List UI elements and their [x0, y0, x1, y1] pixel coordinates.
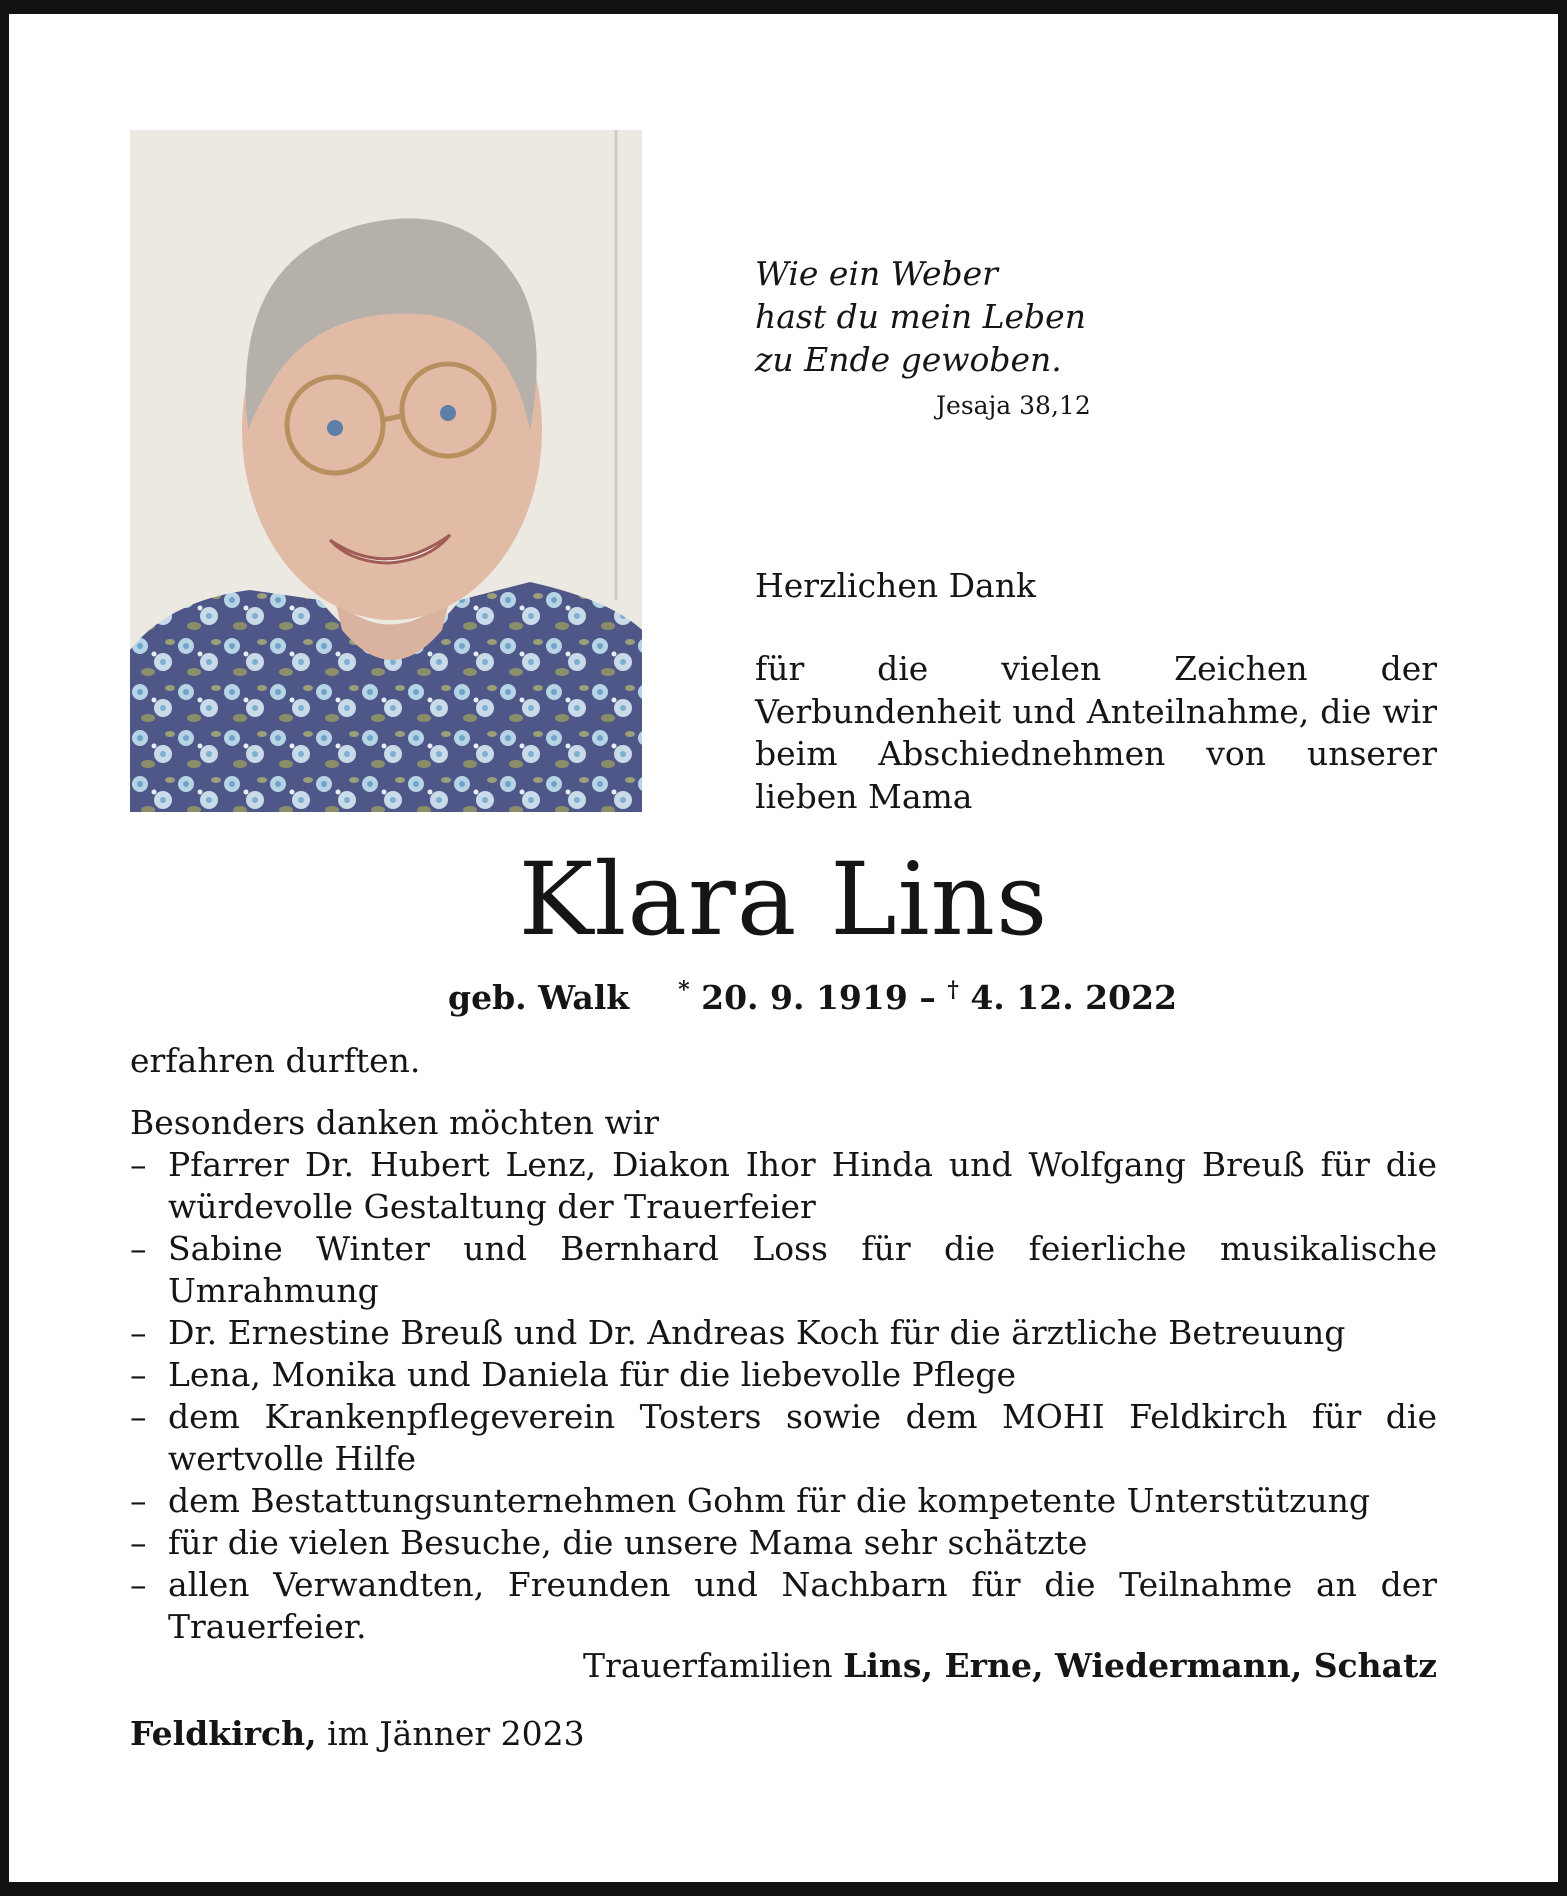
list-item: – für die vielen Besuche, die unsere Mama sehr schätzte [130, 1522, 1437, 1564]
quote-line: zu Ende gewoben. [755, 340, 1062, 379]
date-separator: – [919, 978, 936, 1017]
deceased-name: Klara Lins [518, 841, 1049, 958]
list-item: – allen Verwandten, Freunden und Nachbarn für die Teilnahme an der Trauerfeier. [130, 1564, 1437, 1648]
place: Feldkirch, [130, 1714, 317, 1753]
portrait-icon [130, 130, 642, 812]
birth-name: geb. Walk [448, 978, 630, 1017]
thanks-list [130, 1144, 1437, 1648]
thanks-paragraph: für die vielen Zeichen der Verbundenheit und Anteilnahme, die wir beim Abschiednehmen von unserer lieben Mama [755, 649, 1437, 816]
portrait-photo [130, 130, 642, 812]
quote-line: hast du mein Leben [755, 297, 1086, 336]
list-item: – Dr. Ernestine Breuß und Dr. Andreas Koch für die ärztliche Betreuung [130, 1312, 1437, 1354]
family-names: Lins, Erne, Wiedermann, Schatz [843, 1646, 1437, 1685]
signature-prefix: Trauerfamilien [583, 1646, 833, 1685]
body-text [130, 1040, 1437, 1648]
list-item: – dem Bestattungsunternehmen Gohm für die kompetente Unterstützung [130, 1480, 1437, 1522]
quote-line: Wie ein Weber [755, 254, 998, 293]
place-date [130, 1713, 585, 1755]
list-item: – dem Krankenpflegeverein Tosters sowie dem MOHI Feldkirch für die wertvolle Hilfe [130, 1396, 1437, 1480]
date: im Jänner 2023 [327, 1714, 585, 1753]
birth-date: 20. 9. 1919 [701, 978, 908, 1017]
life-dates [448, 977, 1177, 1023]
death-date: 4. 12. 2022 [970, 978, 1178, 1017]
quote-source: Jesaja 38,12 [936, 391, 1091, 420]
bible-quote [755, 252, 1175, 381]
list-item: – Lena, Monika und Daniela für die liebevolle Pflege [130, 1354, 1437, 1396]
list-item: – Sabine Winter und Bernhard Loss für die feierliche musikalische Umrahmung [130, 1228, 1437, 1312]
special-thanks-intro: Besonders danken möchten wir [130, 1103, 660, 1142]
continuation-line: erfahren durften. [130, 1041, 421, 1080]
birth-symbol: * [678, 977, 690, 1003]
family-signature [583, 1645, 1437, 1687]
thanks-heading: Herzlichen Dank [755, 566, 1036, 605]
list-item: – Pfarrer Dr. Hubert Lenz, Diakon Ihor Hinda und Wolfgang Breuß für die würdevolle Gestaltung der Trauerfeier [130, 1144, 1437, 1228]
death-symbol: † [947, 977, 959, 1003]
